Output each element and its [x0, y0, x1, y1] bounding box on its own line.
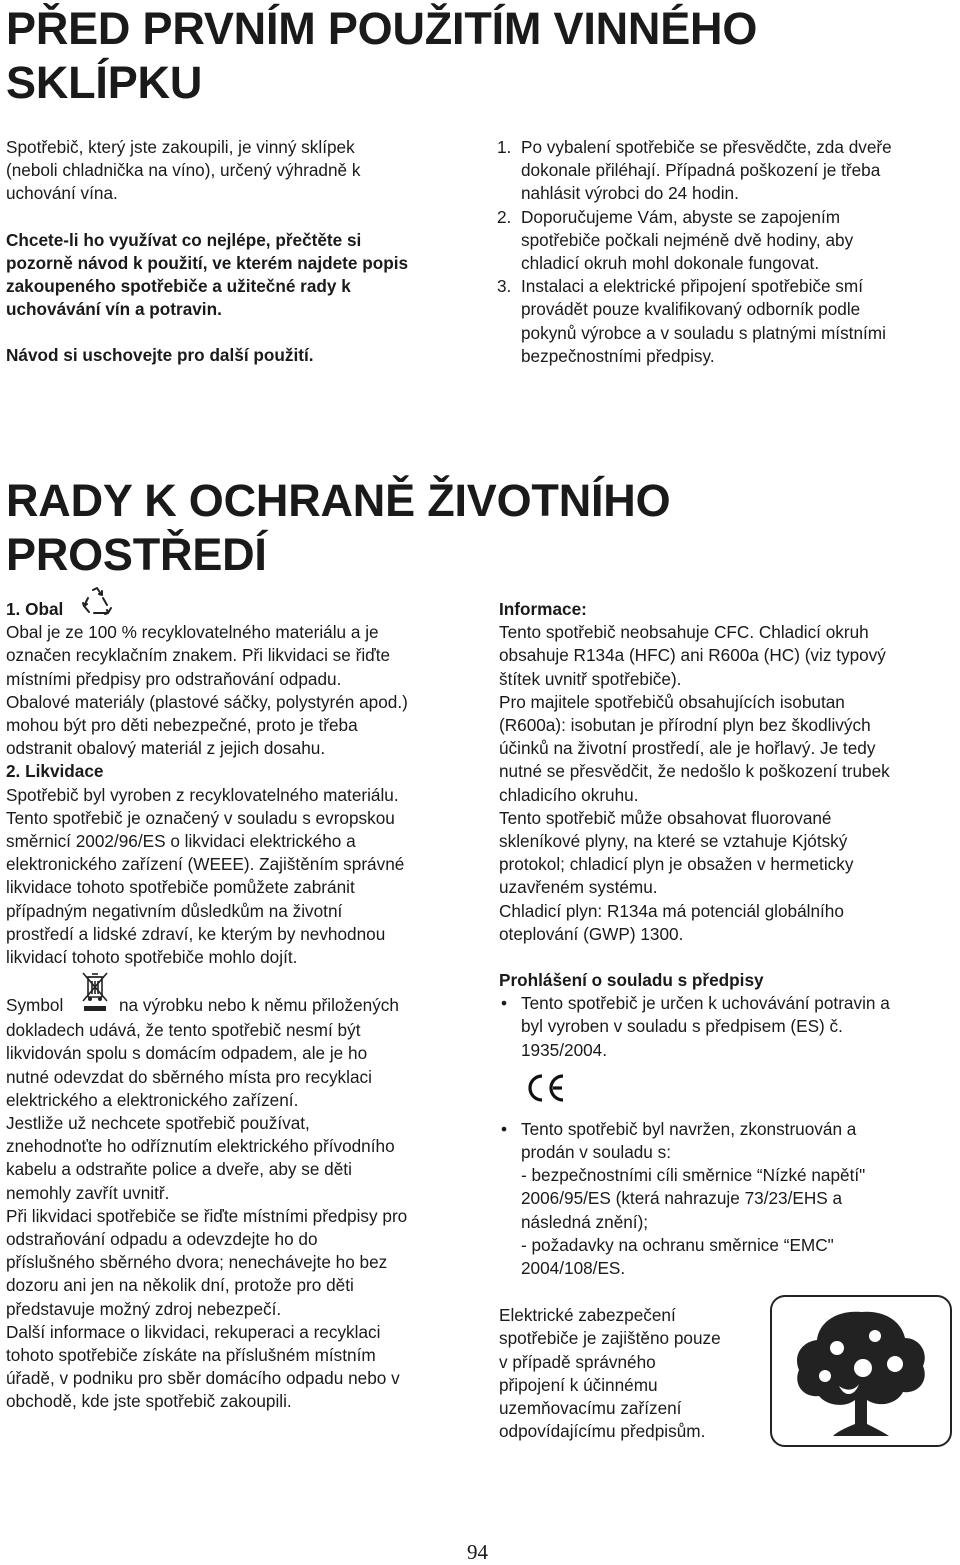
- advice-paragraph: Chcete-li ho využívat co nejlépe, přečtěte si pozorně návod k použití, ve kterém najdete popis zakoupeného spotřebiče a užitečné rady k uchovávání vín a potravin.: [6, 229, 409, 320]
- step-text: Instalaci a elektrické připojení spotřebiče smí provádět pouze kvalifikovaný odborník podle pokynů výrobce a v souladu s platnými místními bezpečnostními předpisy.: [521, 276, 886, 366]
- disposal-column: [6, 598, 486, 1414]
- heading-line-2: SKLÍPKU: [6, 57, 203, 108]
- recycle-icon: [80, 586, 114, 623]
- conformity-heading: Prohlášení o souladu s předpisy: [499, 970, 764, 991]
- conformity-list: [499, 992, 954, 1062]
- conformity-list-2: [499, 1118, 954, 1280]
- packaging-text: Obal je ze 100 % recyklovatelného materiálu a je označen recyklačním znakem. Při likvidaci se řiďte místními předpisy pro odstraňování odpadu. Obalové materiály (plastové sáčky, polystyrén apod.) mohou být pro děti nebezpečné, proto je třeba odstranit obalový materiál z jejich dosahu.: [6, 622, 408, 759]
- steps-column: [497, 136, 957, 368]
- electrical-safety-text: Elektrické zabezpečení spotřebiče je zajištěno pouze v případě správného připojení k účinnému uzemňovacímu zařízení odpovídajícímu předpisům.: [499, 1305, 721, 1442]
- symbol-row: [6, 983, 486, 1019]
- symbol-text: dokladech udává, že tento spotřebič nesmí být likvidován spolu s domácím odpadem, ale je ho nutné odevzdat do sběrného místa pro recyklaci elektrického a elektronického zařízení. Jestliže už nechcete spotřebič používat, znehodnoťte ho odříznutím elektrického přívodního kabelu a odstraňte police a dveře, aby se děti nemohly zavřít uvnitř. Při likvidaci spotřebiče se řiďte místními předpisy pro odstraňování odpadu a odevzdejte ho do příslušného sběrného dvora; nenechávejte ho bez dozoru ani jen na několik dní, protože pro děti představuje možný zdroj nebezpečí. Další informace o likvidaci, rekuperaci a recyklaci tohoto spotřebiče získáte na příslušném místním úřadě, v podniku pro sběr domácího odpadu nebo v obchodě, kde jste spotřebič zakoupili.: [6, 1020, 408, 1412]
- page-number: 94: [467, 1540, 488, 1564]
- ce-mark-row: [499, 1062, 954, 1118]
- list-item: 2. Doporučujeme Vám, abyste se zapojením spotřebiče počkali nejméně dvě hodiny, aby chladicí okruh mohl dokonale fungovat.: [497, 206, 854, 274]
- packaging-heading-row: [6, 598, 486, 621]
- list-item: • Tento spotřebič byl navržen, zkonstruován a prodán v souladu s: - bezpečnostními cíli směrnice “Nízké napětí" 2006/95/ES (která nahrazuje 73/23/EHS a následná znění); - požadavky na ochranu směrnice “EMC" 2004/108/ES.: [501, 1118, 866, 1279]
- heading-line-1: RADY K OCHRANĚ ŽIVOTNÍHO: [6, 475, 671, 526]
- disposal-text: Spotřebič byl vyroben z recyklovatelného materiálu. Tento spotřebič je označený v souladu s evropskou směrnicí 2002/96/ES o likvidaci elektrického a elektronického zařízení (WEEE). Zajištěním správné likvidace tohoto spotřebiče pomůžete zabránit případným negativním důsledkům na životní prostředí a lidské zdraví, ke kterým by nevhodnou likvidací tohoto spotřebiče mohlo dojít.: [6, 784, 405, 968]
- list-item: 1. Po vybalení spotřebiče se přesvědčte, zda dveře dokonale přiléhají. Případná poškození je třeba nahlásit výrobci do 24 hodin.: [497, 137, 892, 204]
- intro-column: [6, 136, 476, 368]
- heading-line-2: PROSTŘEDÍ: [6, 529, 267, 580]
- ce-mark-icon: [525, 1073, 569, 1108]
- list-item: 3. Instalaci a elektrické připojení spotřebiče smí provádět pouze kvalifikovaný odborník podle pokynů výrobce a v souladu s platnými místními bezpečnostními předpisy.: [497, 276, 886, 366]
- info-heading: Informace:: [499, 599, 587, 619]
- tree-logo-icon: [767, 1292, 955, 1455]
- keep-manual-note: Návod si uschovejte pro další použití.: [6, 345, 314, 366]
- disposal-heading: 2. Likvidace: [6, 761, 104, 782]
- electrical-safety-block: [499, 1304, 954, 1443]
- intro-paragraph: Spotřebič, který jste zakoupili, je vinný sklípek (neboli chladnička na víno), určený výhradně k uchování vína.: [6, 137, 361, 204]
- bullet-text: Tento spotřebič byl navržen, zkonstruován a prodán v souladu s: - bezpečnostními cíli směrnice “Nízké napětí" 2006/95/ES (která nahrazuje 73/23/EHS a následná znění); - požadavky na ochranu směrnice “EMC" 2004/108/ES.: [521, 1118, 866, 1279]
- heading-line-1: PŘED PRVNÍM POUŽITÍM VINNÉHO: [6, 3, 758, 54]
- step-text: Po vybalení spotřebiče se přesvědčte, zda dveře dokonale přiléhají. Případná poškození je třeba nahlásit výrobci do 24 hodin.: [521, 137, 892, 204]
- before-first-use-heading: [6, 2, 946, 110]
- crossed-out-bin-icon: [80, 969, 110, 1020]
- packaging-heading: 1. Obal: [6, 599, 64, 619]
- info-column: [499, 598, 954, 1444]
- steps-list: [497, 136, 957, 368]
- list-item: • Tento spotřebič je určen k uchovávání potravin a byl vyroben v souladu s předpisem (ES) č. 1935/2004.: [501, 993, 890, 1060]
- bullet-text: Tento spotřebič je určen k uchovávání potravin a byl vyroben v souladu s předpisem (ES) č. 1935/2004.: [521, 993, 890, 1060]
- symbol-sentence-start: na výrobku nebo k němu přiložených: [119, 995, 399, 1016]
- symbol-word: Symbol: [6, 995, 64, 1016]
- step-text: Doporučujeme Vám, abyste se zapojením spotřebiče počkali nejméně dvě hodiny, aby chladicí okruh mohl dokonale fungovat.: [521, 206, 854, 274]
- info-text: Tento spotřebič neobsahuje CFC. Chladicí okruh obsahuje R134a (HFC) ani R600a (HC) (viz typový štítek uvnitř spotřebiče). Pro majitele spotřebičů obsahujících isobutan (R600a): isobutan je přírodní plyn bez škodlivých účinků na životní prostředí, ale je hořlavý. Je tedy nutné se přesvědčit, že nedošlo k poškození trubek chladicího okruhu. Tento spotřebič může obsahovat fluorované skleníkové plyny, na které se vztahuje Kjótský protokol; chladicí plyn je obsažen v hermeticky uzavřeném systému. Chladicí plyn: R134a má potenciál globálního oteplování (GWP) 1300.: [499, 622, 890, 944]
- environment-heading: [6, 474, 946, 582]
